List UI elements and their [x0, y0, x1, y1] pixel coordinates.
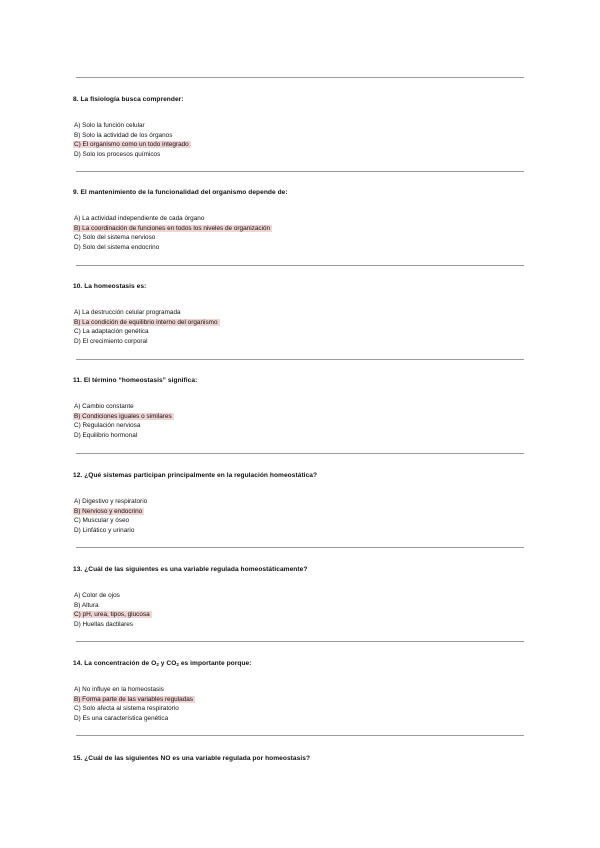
question-11: [73, 377, 533, 440]
option-d: D) Es una característica genética: [74, 714, 169, 722]
question-13: [73, 566, 533, 629]
question-text: 10. La homeostasis es:: [73, 283, 147, 290]
divider: [76, 359, 524, 360]
option-d: D) Linfático y urinario: [74, 526, 135, 534]
option-b-correct: B) La coordinación de funciones en todos los niveles de organización: [74, 224, 271, 232]
question-text: 14. La concentración de $O_2$ y $CO_2$ es importante porque:: [73, 660, 252, 667]
option-a: A) Color de ojos: [74, 592, 120, 599]
divider: [76, 171, 524, 172]
answer-options: [73, 591, 533, 629]
option-a: A) Solo la función celular: [74, 122, 145, 129]
answer-options: [73, 402, 533, 440]
option-a: A) Cambio constante: [74, 403, 134, 410]
question-text: 15. ¿Cuál de las siguientes NO es una variable regulada por homeostasis?: [73, 755, 311, 762]
option-c: C) Regulación nerviosa: [74, 422, 141, 430]
question-12: [73, 472, 533, 535]
option-b-correct: B) Condiciones iguales o similares: [74, 412, 172, 420]
answer-options: [73, 497, 533, 535]
option-d: D) Solo del sistema endocrino: [74, 243, 160, 251]
option-a: A) La destrucción celular programada: [74, 309, 181, 316]
answer-options: [73, 121, 533, 159]
option-c-correct: C) El organismo como un todo integrado: [74, 141, 189, 149]
question-text: 13. ¿Cuál de las siguientes es una variable regulada homeostáticamente?: [73, 566, 308, 573]
option-c: C) Muscular y óseo: [74, 517, 130, 525]
answer-options: [73, 214, 533, 252]
option-a: A) Digestivo y respiratorio: [74, 498, 148, 505]
subscript: 2: [176, 662, 179, 667]
option-d: D) Huellas dactilares: [74, 620, 133, 628]
question-8: [73, 96, 533, 159]
option-a: A) La actividad independiente de cada órgano: [74, 215, 205, 222]
option-d: D) Equilibrio hormonal: [74, 431, 138, 439]
question-15: [73, 755, 533, 763]
divider: [76, 641, 524, 642]
answer-options: [73, 685, 533, 723]
option-b: B) Altura: [74, 601, 99, 609]
question-14: [73, 660, 533, 723]
option-b-correct: B) Forma parte de las variables reguladas: [74, 695, 193, 703]
question-10: [73, 283, 533, 346]
divider: [76, 735, 524, 736]
divider: [76, 547, 524, 548]
divider: [76, 453, 524, 454]
divider: [76, 77, 524, 78]
option-b-correct: B) Nervioso y endocrino: [74, 507, 143, 515]
option-c-correct: C) pH, urea, tipos, glucosa: [74, 611, 150, 619]
option-c: C) Solo del sistema nervioso: [74, 234, 156, 242]
option-d: D) Solo los procesos químicos: [74, 150, 161, 158]
question-9: [73, 189, 533, 252]
option-a: A) No influye en la homeostasis: [74, 686, 164, 693]
question-text: 8. La fisiología busca comprender:: [73, 96, 184, 103]
option-c: C) Solo afecta al sistema respiratorio: [74, 705, 179, 713]
answer-options: [73, 308, 533, 346]
option-d: D) El crecimiento corporal: [74, 337, 148, 345]
subscript: 2: [156, 662, 159, 667]
question-text: 12. ¿Qué sistemas participan principalmente en la regulación homeostática?: [73, 472, 318, 479]
option-b-correct: B) La condición de equilibrio interno del organismo: [74, 318, 218, 326]
option-c: C) La adaptación genética: [74, 328, 149, 336]
question-text: 9. El mantenimiento de la funcionalidad del organismo depende de:: [73, 189, 288, 196]
question-text: 11. El término “homeostasis” significa:: [73, 377, 198, 384]
option-b: B) Solo la actividad de los órganos: [74, 131, 173, 139]
divider: [76, 265, 524, 266]
